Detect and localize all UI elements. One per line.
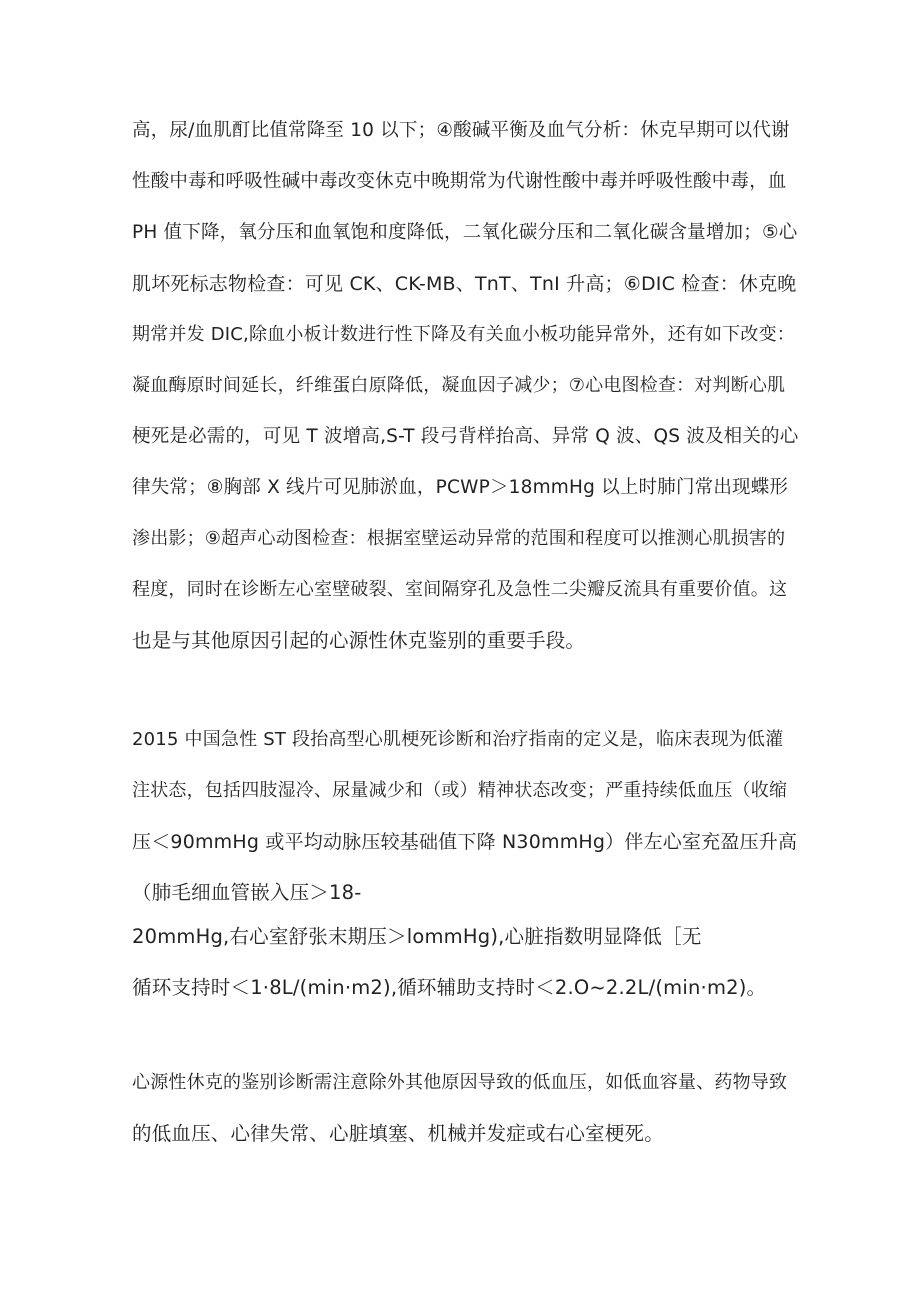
paragraph-2-line-6: 循环支持时＜1·8L/(min·m2),循环辅助支持时＜2.O~2.2L/(min·m2)。 xyxy=(132,976,767,999)
paragraph-2-line-4: （肺毛细血管嵌入压＞18- xyxy=(132,881,362,904)
paragraph-1-line-9: 渗出影；⑨超声心动图检查：根据室壁运动异常的范围和程度可以推测心肌损害的 xyxy=(132,528,786,549)
paragraph-2-line-1: 2015 中国急性 ST 段抬高型心肌梗死诊断和治疗指南的定义是，临床表现为低灌 xyxy=(132,729,784,750)
paragraph-1-line-10: 程度，同时在诊断左心室壁破裂、室间隔穿孔及急性二尖瓣反流具有重要价值。这 xyxy=(132,579,788,600)
paragraph-1-line-8: 律失常；⑧胸部 X 线片可见肺淤血，PCWP＞18mmHg 以上时肺门常出现蝶形 xyxy=(132,477,789,498)
paragraph-1-line-4: 肌坏死标志物检查：可见 CK、CK-MB、TnT、TnI 升高；⑥DIC 检查：休克晚 xyxy=(132,273,797,295)
paragraph-1-line-6: 凝血酶原时间延长，纤维蛋白原降低，凝血因子减少；⑦心电图检查：对判断心肌 xyxy=(132,375,786,396)
paragraph-1-line-11: 也是与其他原因引起的心源性休克鉴别的重要手段。 xyxy=(132,629,586,652)
paragraph-1-line-1: 高，尿/血肌酊比值常降至 10 以下；④酸碱平衡及血气分析：休克早期可以代谢 xyxy=(132,120,790,141)
paragraph-2-line-3: 压＜90mmHg 或平均动脉压较基础值下降 N30mmHg）伴左心室充盈压升高 xyxy=(132,831,798,853)
paragraph-3-line-1: 心源性休克的鉴别诊断需注意除外其他原因导致的低血压，如低血容量、药物导致 xyxy=(132,1072,788,1093)
paragraph-2-line-2: 注状态，包括四肢湿冷、尿量减少和（或）精神状态改变；严重持续低血压（收缩 xyxy=(132,780,788,801)
paragraph-1-line-3: PH 值下降，氧分压和血氧饱和度降低，二氧化碳分压和二氧化碳含量增加；⑤心 xyxy=(132,222,798,243)
paragraph-1-line-5: 期常并发 DIC,除血小板计数进行性下降及有关血小板功能异常外，还有如下改变： xyxy=(132,324,795,345)
paragraph-1-line-2: 性酸中毒和呼吸性碱中毒改变休克中晚期常为代谢性酸中毒并呼吸性酸中毒，血 xyxy=(132,171,787,192)
paragraph-1-line-7: 梗死是必需的，可见 T 波增高,S-T 段弓背样抬高、异常 Q 波、QS 波及相关的心 xyxy=(132,426,799,447)
paragraph-3-line-2: 的低血压、心律失常、心脏填塞、机械并发症或右心室梗死。 xyxy=(132,1122,664,1145)
paragraph-2-line-5: 20mmHg,右心室舒张末期压＞lommHg),心脏指数明显降低［无 xyxy=(132,925,702,948)
